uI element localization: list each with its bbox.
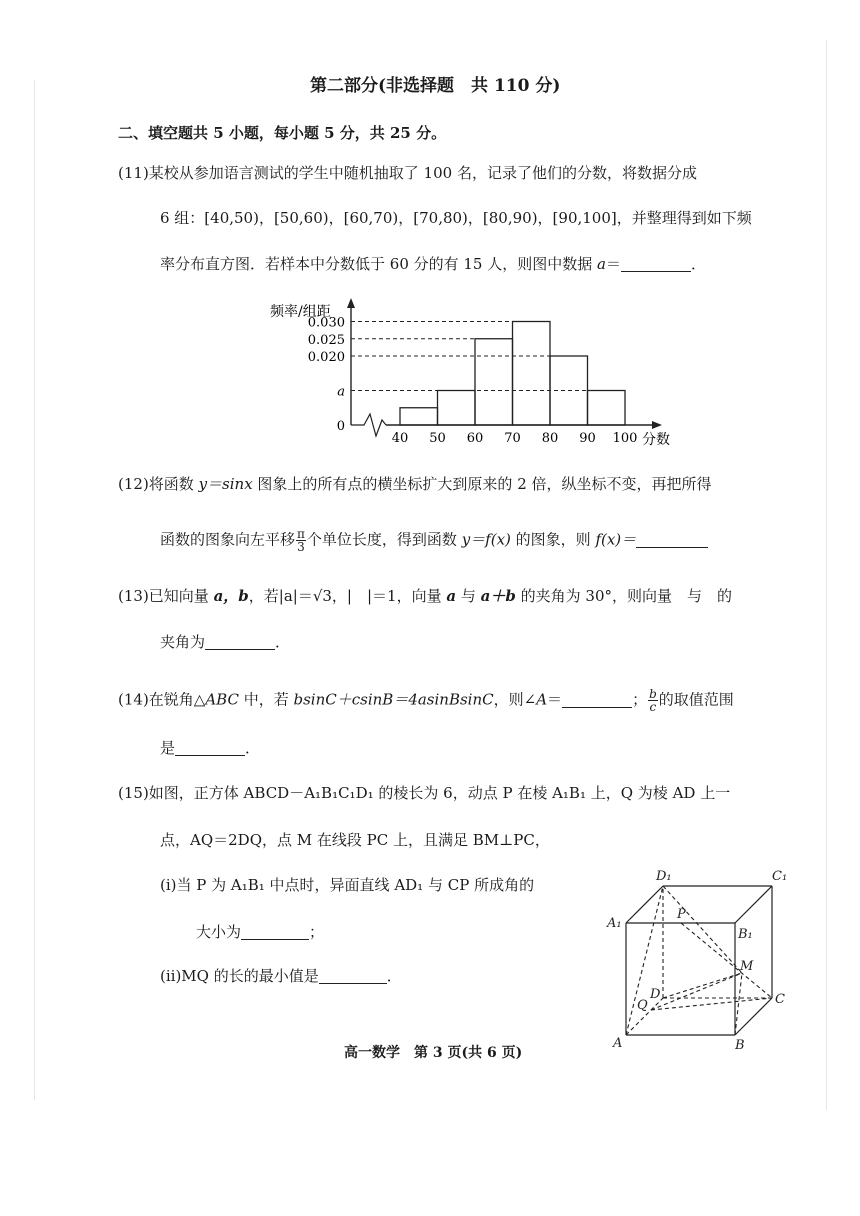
x-tick-label: 80: [541, 431, 559, 446]
q13-prefix: (13)已知向量: [118, 587, 214, 605]
q13-end: ．: [275, 633, 291, 651]
x-axis-label: 分数: [642, 432, 670, 448]
q14-post: ，则∠: [493, 690, 537, 709]
q15-line1: (15)如图，正方体 ABCD－A₁B₁C₁D₁ 的棱长为 6，动点 P 在棱 A₁B₁ 上，Q 为棱 AD 上一: [118, 784, 731, 802]
q14-triangle: ABC: [205, 690, 239, 709]
segment-d1-m: [663, 886, 742, 973]
q13-line1: [118, 586, 732, 606]
q14-answer-blank-1[interactable]: [562, 693, 632, 708]
q14-end: ．: [245, 739, 261, 757]
q11-answer-blank[interactable]: [621, 257, 691, 272]
label-b: B: [735, 1038, 745, 1050]
label-c1: C₁: [772, 869, 788, 884]
part-title: 第二部分(非选择题 共 110 分): [310, 76, 561, 96]
label-d1: D₁: [656, 869, 672, 884]
y-tick-label: 0: [336, 419, 345, 434]
y-tick-label: a: [337, 384, 345, 400]
section-heading: 二、填空题共 5 小题，每小题 5 分，共 25 分。: [118, 124, 447, 142]
q15-sub2-text: (ⅱ)MQ 的长的最小值是: [160, 967, 319, 985]
q14-equation: bsinC＋csinB＝4asinBsinC: [293, 690, 494, 709]
q15-sub1-line1: (ⅰ)当 P 为 A₁B₁ 中点时，异面直线 AD₁ 与 CP 所成角的: [160, 876, 535, 894]
q15-sub2: [160, 966, 402, 986]
q15-sub1-line2: [196, 922, 324, 942]
q15-line2: 点，AQ＝2DQ，点 M 在线段 PC 上，且满足 BM⊥PC，: [160, 831, 550, 849]
q14-eq: ＝: [547, 690, 563, 709]
edge-a1-d1: [626, 886, 663, 923]
x-axis-arrow: [652, 421, 662, 429]
y-axis-label: 频率/组距: [270, 304, 331, 320]
q11-line3-text: 率分布直方图．若样本中分数低于 60 分的有 15 人，则图中数据: [160, 255, 598, 273]
segment-d-m: [663, 973, 742, 998]
q15-sub2-end: ．: [386, 967, 402, 985]
q12-answer-label: f(x)＝: [595, 530, 637, 549]
x-tick-label: 40: [391, 431, 409, 446]
q12-prefix: (12)将函数: [118, 475, 199, 493]
q13-mid2: 的夹角为 30°，则向量 与 的: [515, 587, 732, 605]
q14-frac-den: c: [649, 700, 657, 714]
q12-func-sin: y＝sinx: [198, 475, 253, 493]
label-c: C: [775, 992, 785, 1007]
page-footer: 高一数学 第 3 页(共 6 页): [344, 1045, 523, 1061]
q14-line2: [160, 738, 260, 758]
q12-line2-mid: 个单位长度，得到函数: [306, 530, 462, 549]
q15-sub1-end: ；: [309, 923, 325, 941]
label-d: D: [650, 987, 661, 1002]
q13-vectors: a，b: [213, 587, 249, 605]
q12-line2-post: 的图象，则: [510, 530, 596, 549]
y-tick-label: 0.030: [307, 315, 345, 331]
q14-fraction: [648, 688, 658, 713]
histogram-bar-4: [513, 322, 551, 426]
q11-equals: ＝: [605, 255, 621, 273]
histogram-bar-2: [438, 391, 476, 426]
q13-mid1: 与: [456, 587, 481, 605]
q14-angle: A: [536, 690, 548, 709]
q13-answer-blank[interactable]: [205, 635, 275, 650]
q14-line1: [118, 688, 734, 713]
q15-answer-blank-2[interactable]: [319, 969, 387, 984]
y-tick-label: 0.025: [307, 332, 345, 348]
histogram-bar-6: [588, 391, 626, 426]
q14-mid: 中，若: [238, 690, 294, 709]
label-b1: B₁: [738, 927, 753, 942]
q12-frac-den: 3: [297, 540, 305, 554]
x-tick-label: 90: [579, 431, 596, 446]
q14-frac-num: b: [649, 687, 657, 701]
segment-p-c: [681, 923, 772, 998]
q11-end-period: ．: [691, 255, 707, 273]
edge-b1-c1: [735, 886, 772, 923]
q14-prefix: (14)在锐角△: [118, 690, 206, 709]
cube-figure: [600, 860, 800, 1050]
q14-sep: ；: [632, 690, 648, 709]
label-q: Q: [637, 998, 648, 1013]
scan-edge-left: [34, 80, 35, 1100]
segment-b-m: [735, 973, 742, 1035]
q14-range-text: 的取值范围: [658, 690, 734, 709]
y-axis-arrow: [347, 298, 355, 308]
x-tick-label: 50: [429, 431, 446, 446]
histogram-bar-3: [475, 339, 513, 425]
q15-sub1-text: 大小为: [196, 923, 242, 941]
q11-line1: (11)某校从参加语言测试的学生中随机抽取了 100 名，记录了他们的分数，将数据分成: [118, 164, 697, 182]
q11-line3: [160, 254, 706, 274]
q12-line1: [118, 474, 712, 494]
q15-answer-blank-1[interactable]: [241, 925, 309, 940]
q13-line2: [160, 632, 290, 652]
x-tick-label: 70: [504, 431, 521, 446]
segment-q-c: [651, 998, 772, 1010]
label-a1: A₁: [607, 916, 622, 931]
q12-line2-prefix: 函数的图象向左平移: [160, 530, 296, 549]
q12-fraction: [296, 528, 306, 553]
q12-frac-num: π: [297, 527, 305, 541]
q13-vec-a-plus-b: a＋b: [480, 587, 516, 605]
q12-answer-blank[interactable]: [636, 533, 708, 548]
q11-var-a: a: [597, 255, 606, 273]
q12-line1-rest: 图象上的所有点的横坐标扩大到原来的 2 倍，纵坐标不变，再把所得: [252, 475, 712, 493]
q11-line2: 6 组：[40,50)，[50,60)，[60,70)，[70,80)，[80,90)，[90,100]，并整理得到如下频: [160, 209, 752, 227]
histogram-bar-1: [400, 408, 438, 425]
scan-edge-right: [826, 40, 827, 1110]
x-tick-label: 100: [612, 431, 638, 446]
q13-condition: ，若|a|＝√3，| |＝1，向量: [248, 587, 447, 605]
q14-answer-blank-2[interactable]: [175, 741, 245, 756]
segment-q-m: [651, 973, 742, 1010]
label-p: P: [677, 907, 686, 922]
y-tick-label: 0.020: [307, 350, 345, 365]
q13-vec-a: a: [446, 587, 457, 605]
axis-break: [351, 414, 386, 436]
q12-func-f: y＝f(x): [461, 530, 511, 549]
x-tick-label: 60: [466, 431, 484, 446]
edge-b-c: [735, 998, 772, 1035]
q12-line2: [160, 528, 708, 553]
label-m: M: [740, 959, 754, 974]
q13-line2-text: 夹角为: [160, 633, 206, 651]
frequency-histogram: [262, 290, 702, 450]
label-a: A: [613, 1036, 623, 1050]
q14-line2-text: 是: [160, 739, 176, 757]
